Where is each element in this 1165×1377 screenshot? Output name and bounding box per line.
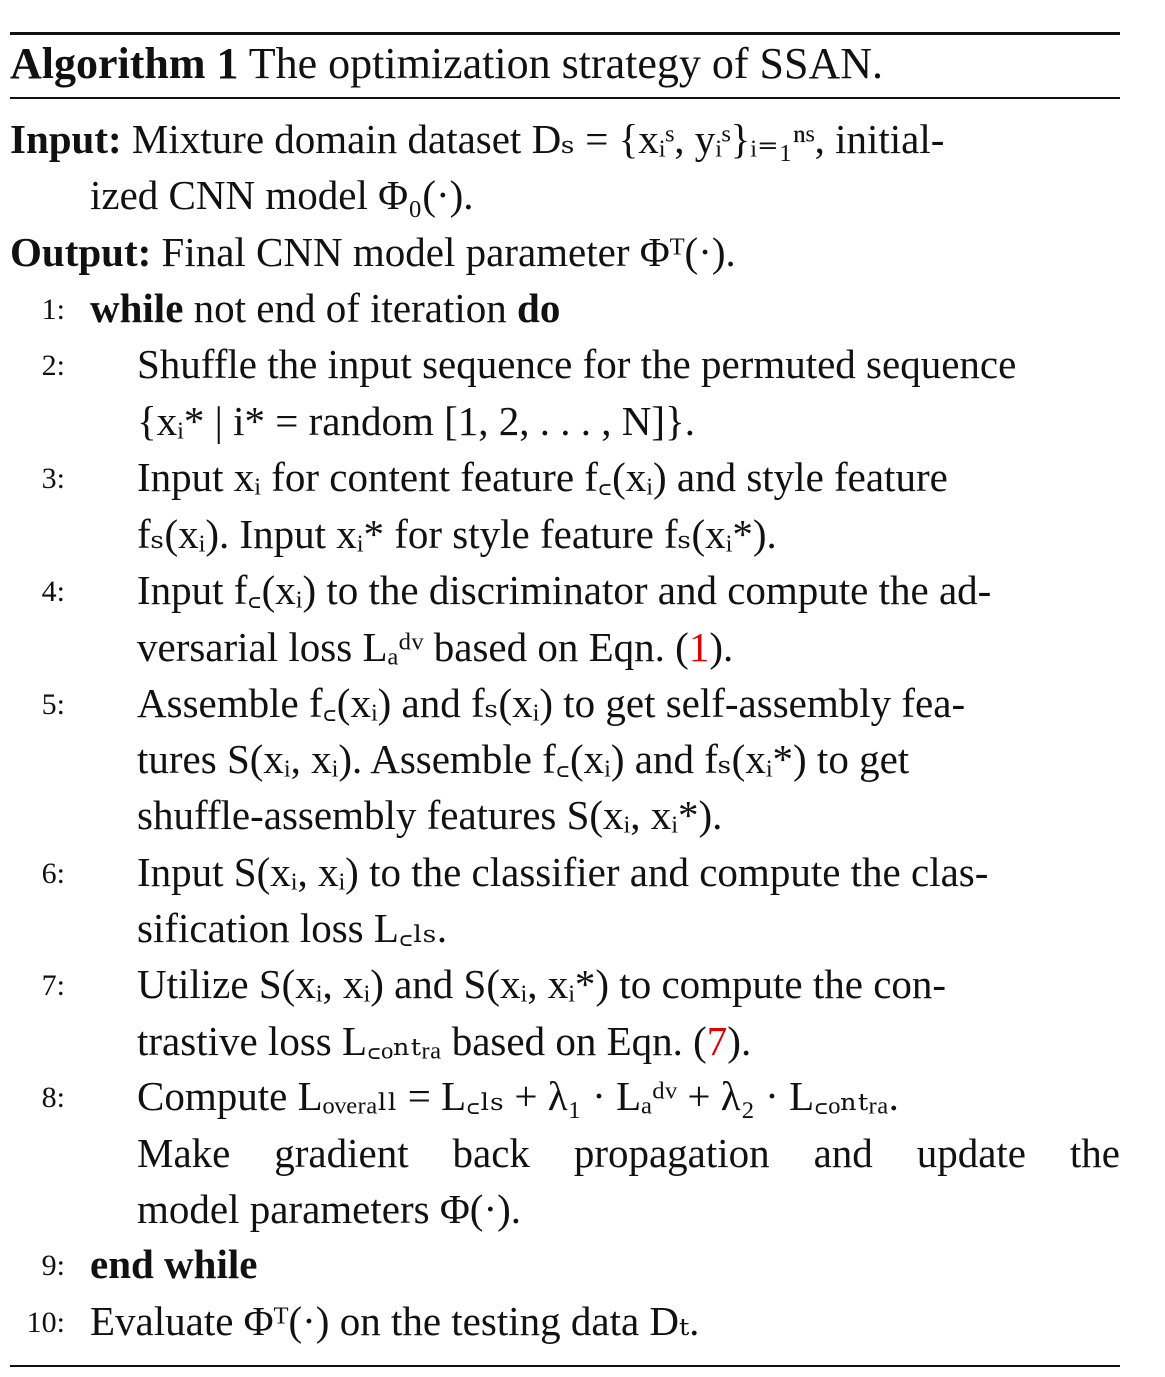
- step-8-line-2: Make gradient back propagation and update the: [137, 1130, 1120, 1176]
- step-number-6: 6:: [41, 857, 65, 890]
- step-number-5: 5:: [41, 688, 65, 721]
- output-label: Output:: [10, 229, 152, 275]
- step-3-line-1: Input xᵢ for content feature f꜀(xᵢ) and style feature: [137, 454, 948, 500]
- step-number-4: 4:: [41, 575, 65, 608]
- algorithm-title: [10, 36, 1120, 92]
- step-7-line-1: Utilize S(xᵢ, xᵢ) and S(xᵢ, xᵢ*) to compute the con-: [137, 961, 947, 1007]
- input-line-2: [90, 170, 474, 220]
- bottom-rule: [10, 1365, 1120, 1367]
- output-text: Final CNN model parameter Φᵀ(·).: [161, 229, 736, 275]
- input-label: Input:: [10, 116, 122, 162]
- input-text-1: Mixture domain dataset Dₛ = {xᵢˢ, yᵢˢ}ᵢ₌₁ⁿˢ, initial-: [131, 116, 945, 162]
- step-4-line-1: Input f꜀(xᵢ) to the discriminator and compute the ad-: [137, 567, 992, 613]
- step-number-10: 10:: [26, 1306, 65, 1339]
- step-8-line-3: model parameters Φ(·).: [137, 1186, 521, 1232]
- algorithm-label: Algorithm 1: [10, 39, 239, 88]
- step-10-line-1: Evaluate Φᵀ(·) on the testing data Dₜ.: [90, 1298, 700, 1344]
- step-number-9: 9:: [41, 1249, 65, 1282]
- step-2-line-2: {xᵢ* | i* = random [1, 2, . . . , N]}.: [137, 398, 695, 444]
- step-8-line-1: Compute Lₒᵥₑᵣₐₗₗ = L꜀ₗₛ + λ₁ · Lₐᵈᵛ + λ₂ · L꜀ₒₙₜᵣₐ.: [137, 1073, 899, 1119]
- step-7-line-2: trastive loss L꜀ₒₙₜᵣₐ based on Eqn. (7).: [137, 1018, 752, 1064]
- step-number-2: 2:: [41, 349, 65, 382]
- step-6-line-1: Input S(xᵢ, xᵢ) to the classifier and compute the clas-: [137, 849, 989, 895]
- top-rule: [10, 32, 1120, 35]
- step-2-line-1: Shuffle the input sequence for the permuted sequence: [137, 341, 1017, 387]
- step-5-line-1: Assemble f꜀(xᵢ) and fₛ(xᵢ) to get self-assembly fea-: [137, 680, 966, 726]
- step-number-7: 7:: [41, 969, 65, 1002]
- output-line: [10, 227, 736, 277]
- algorithm-caption: The optimization strategy of SSAN.: [248, 39, 883, 88]
- input-text-2: ized CNN model Φ₀(·).: [90, 172, 474, 218]
- step-6-line-2: sification loss L꜀ₗₛ.: [137, 905, 448, 951]
- step-9-line-1: end while: [90, 1241, 258, 1287]
- input-line-1: [10, 114, 1120, 164]
- step-number-8: 8:: [41, 1081, 65, 1114]
- step-number-3: 3:: [41, 462, 65, 495]
- mid-rule: [10, 97, 1120, 99]
- step-5-line-3: shuffle-assembly features S(xᵢ, xᵢ*).: [137, 792, 723, 838]
- step-3-line-2: fₛ(xᵢ). Input xᵢ* for style feature fₛ(xᵢ*).: [137, 511, 777, 557]
- step-number-1: 1:: [41, 293, 65, 326]
- step-5-line-2: tures S(xᵢ, xᵢ). Assemble f꜀(xᵢ) and fₛ(xᵢ*) to get: [137, 736, 910, 782]
- step-4-line-2: versarial loss Lₐᵈᵛ based on Eqn. (1).: [137, 624, 734, 670]
- step-1-line-1: while not end of iteration do: [90, 285, 561, 331]
